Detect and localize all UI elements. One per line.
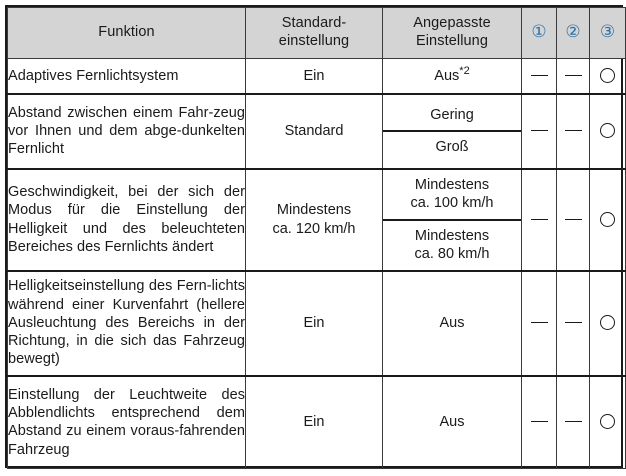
dash-icon [565,75,582,76]
column-header-circled-three [590,8,626,59]
table-body [8,59,626,469]
settings-table [7,7,626,469]
dash-icon [531,322,548,323]
circle-icon [600,414,615,429]
custom-setting-option-line1: Mindestens [414,176,490,193]
row-mark-two [557,94,590,169]
row-mark-three [590,271,626,376]
row-mark-one [522,169,557,271]
row-custom-setting [383,59,522,94]
row-mark-three [590,169,626,271]
custom-setting-option-line2: ca. 80 km/h [414,245,490,262]
table-header [8,8,626,59]
circle-icon [600,212,615,227]
dash-icon [565,219,582,220]
custom-setting-option-line1: Mindestens [414,227,490,244]
table-row [8,169,626,271]
row-default-setting-line1: Mindestens [276,202,352,219]
row-default-setting: Standard [246,94,383,169]
circled-number-one-icon: ① [531,22,547,42]
row-mark-two [557,169,590,271]
row-mark-one [522,94,557,169]
custom-setting-option: Gering [430,106,474,123]
column-header-standardeinstellung [246,8,383,59]
circle-icon [600,68,615,83]
row-mark-two [557,59,590,94]
row-mark-two [557,271,590,376]
custom-setting-options [383,100,521,163]
column-header-angepasste-einstellung-line1: Angepasste [413,15,491,32]
row-default-setting: Ein [246,271,383,376]
row-custom-setting [383,169,522,271]
table-row [8,59,626,94]
custom-setting-option [383,219,521,270]
row-function-description: Abstand zwischen einem Fahr-zeug vor Ihnen und dem abge-dunkelten Fernlicht [8,94,246,169]
dash-icon [565,322,582,323]
row-mark-three [590,59,626,94]
custom-setting-option: Groß [383,130,521,162]
row-function-description: Helligkeitseinstellung des Fern-lichts während einer Kurvenfahrt (hellere Ausleuchtung des Bereichs in der Richtung, in die sich das Fahrzeug bewegt) [8,271,246,376]
column-header-circled-one [522,8,557,59]
row-mark-one [522,376,557,469]
dash-icon [531,219,548,220]
circled-number-three-icon: ③ [599,22,616,42]
custom-setting-option-line2: ca. 100 km/h [410,195,494,212]
custom-setting-options [383,170,521,269]
row-mark-two [557,376,590,469]
column-header-standardeinstellung-line2: einstellung [278,33,350,49]
table-row [8,376,626,469]
row-function-description: Adaptives Fernlichtsystem [8,59,246,94]
row-default-setting-line2: ca. 120 km/h [272,220,356,237]
circled-number-two-icon: ② [565,22,581,42]
custom-setting-option [383,170,521,219]
column-header-circled-two [557,8,590,59]
dash-icon [565,130,582,131]
table-row [8,271,626,376]
column-header-angepasste-einstellung-line2: Einstellung [415,33,489,49]
row-custom-setting [383,94,522,169]
row-default-setting: Ein [246,376,383,469]
dash-icon [531,421,548,422]
row-default-setting: Ein [246,59,383,94]
row-function-description: Geschwindigkeit, bei der sich der Modus für die Einstellung der Helligkeit und des beleuchteten Bereiches des Fernlichts ändert [8,169,246,271]
dash-icon [531,75,548,76]
circle-icon [600,123,615,138]
table-header-row [8,8,626,59]
row-custom-setting: Aus [383,376,522,469]
column-header-funktion: Funktion [8,8,246,59]
row-default-setting [246,169,383,271]
dash-icon [531,130,548,131]
column-header-angepasste-einstellung [383,8,522,59]
row-mark-three [590,376,626,469]
row-mark-one [522,59,557,94]
column-header-standardeinstellung-line1: Standard- [281,15,347,32]
row-mark-one [522,271,557,376]
row-custom-setting: Aus [383,271,522,376]
settings-table-container [5,5,623,468]
footnote-reference: *2 [459,64,470,77]
table-row [8,94,626,169]
circle-icon [600,315,615,330]
row-mark-three [590,94,626,169]
dash-icon [565,421,582,422]
row-custom-setting-value: Aus [434,67,460,84]
row-function-description: Einstellung der Leuchtweite des Abblendlichts entsprechend dem Abstand zu einem voraus-fahrenden Fahrzeug [8,376,246,469]
